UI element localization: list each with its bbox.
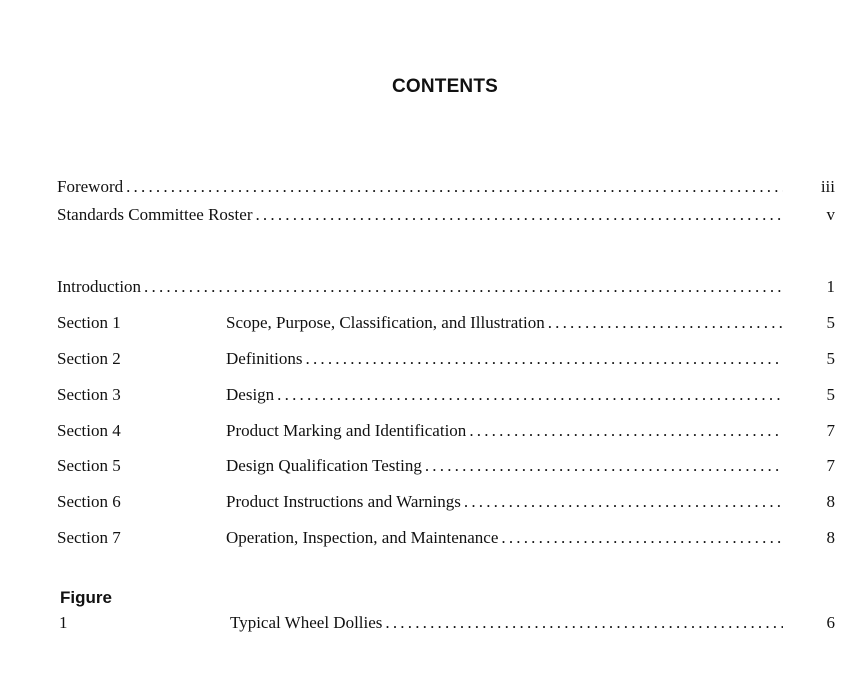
toc-entry-committee-roster[interactable] bbox=[57, 204, 837, 226]
dot-leader bbox=[422, 455, 783, 477]
dot-leader bbox=[466, 420, 783, 442]
toc-entry-section-1[interactable] bbox=[57, 312, 837, 334]
dot-leader bbox=[141, 276, 783, 298]
toc-entry-section-7[interactable] bbox=[57, 527, 837, 549]
dot-leader bbox=[252, 204, 783, 226]
toc-entry-section-3[interactable] bbox=[57, 384, 837, 406]
toc-entry-text: Operation, Inspection, and Maintenance bbox=[226, 528, 499, 547]
toc-entry-text: Standards Committee Roster bbox=[57, 205, 253, 224]
dot-leader bbox=[274, 384, 783, 406]
toc-page-number: 8 bbox=[826, 492, 835, 511]
toc-page-number: 5 bbox=[826, 349, 835, 368]
toc-entry-text: Product Marking and Identification bbox=[226, 421, 467, 440]
section-label: Section 6 bbox=[57, 492, 121, 511]
section-label: Section 3 bbox=[57, 385, 121, 404]
toc-entry-text: Introduction bbox=[57, 277, 142, 296]
toc-entry-introduction[interactable] bbox=[57, 276, 837, 298]
toc-entry-text: Foreword bbox=[57, 177, 124, 196]
toc-page-number: 5 bbox=[826, 385, 835, 404]
toc-page-number: v bbox=[826, 205, 835, 224]
toc-page-number: 6 bbox=[826, 613, 835, 632]
toc-entry-text: Product Instructions and Warnings bbox=[226, 492, 461, 511]
section-label: Section 2 bbox=[57, 349, 121, 368]
toc-entry-text: Typical Wheel Dollies bbox=[230, 613, 383, 632]
toc-entry-figure-1[interactable] bbox=[57, 612, 837, 634]
toc-page-number: 5 bbox=[826, 313, 835, 332]
toc-page-number: 7 bbox=[826, 456, 835, 475]
toc-page-number: 7 bbox=[826, 421, 835, 440]
dot-leader bbox=[545, 312, 783, 334]
toc-entry-section-2[interactable] bbox=[57, 348, 837, 370]
toc-entry-foreword[interactable] bbox=[57, 176, 837, 198]
toc-entry-text: Scope, Purpose, Classification, and Illustration bbox=[226, 313, 545, 332]
dot-leader bbox=[123, 176, 783, 198]
toc-page-number: 8 bbox=[826, 528, 835, 547]
section-label: Section 1 bbox=[57, 313, 121, 332]
figure-label: 1 bbox=[59, 613, 68, 632]
dot-leader bbox=[382, 612, 783, 634]
toc-entry-section-4[interactable] bbox=[57, 420, 837, 442]
toc-entry-section-6[interactable] bbox=[57, 491, 837, 513]
dot-leader bbox=[461, 491, 783, 513]
section-label: Section 7 bbox=[57, 528, 121, 547]
section-label: Section 5 bbox=[57, 456, 121, 475]
contents-title: CONTENTS bbox=[391, 76, 499, 97]
toc-page-number: iii bbox=[820, 177, 835, 196]
toc-entry-section-5[interactable] bbox=[57, 455, 837, 477]
dot-leader bbox=[498, 527, 783, 549]
dot-leader bbox=[303, 348, 784, 370]
toc-page-number: 1 bbox=[826, 277, 835, 296]
toc-entry-text: Design bbox=[226, 385, 275, 404]
toc-entry-text: Design Qualification Testing bbox=[226, 456, 422, 475]
figure-heading: Figure bbox=[60, 588, 112, 607]
toc-entry-text: Definitions bbox=[226, 349, 303, 368]
section-label: Section 4 bbox=[57, 421, 121, 440]
